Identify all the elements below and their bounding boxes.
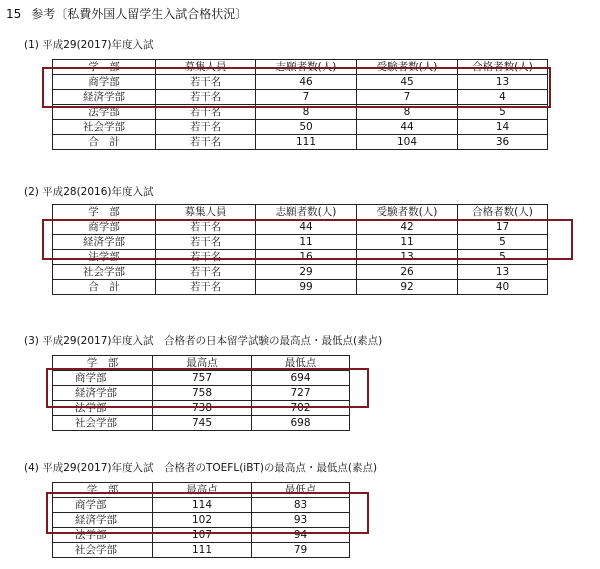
header-highest-score: 最高点: [153, 483, 252, 498]
cell-applicants: 8: [256, 105, 357, 120]
table-row-total: [53, 135, 548, 150]
cell-applicants: 50: [256, 120, 357, 135]
header-passed: 合格者数(人): [458, 205, 548, 220]
cell-highest-score: 114: [153, 498, 252, 513]
cell-examinees: 13: [357, 250, 458, 265]
header-highest-score: 最高点: [153, 356, 252, 371]
table-row: [53, 90, 548, 105]
table-header-row: [53, 60, 548, 75]
cell-applicants: 16: [256, 250, 357, 265]
cell-examinees: 42: [357, 220, 458, 235]
cell-examinees: 7: [357, 90, 458, 105]
table-row: [53, 265, 548, 280]
cell-recruitment: 若干名: [156, 75, 256, 90]
cell-applicants: 111: [256, 135, 357, 150]
cell-recruitment: 若干名: [156, 280, 256, 295]
cell-passed: 5: [458, 235, 548, 250]
table-row: [53, 250, 548, 265]
table-2017-eju-scores: [52, 355, 350, 431]
cell-faculty: 社会学部: [53, 120, 156, 135]
table-row: [53, 498, 350, 513]
table-row: [53, 386, 350, 401]
cell-examinees: 11: [357, 235, 458, 250]
cell-examinees: 26: [357, 265, 458, 280]
header-recruitment: 募集人員: [156, 205, 256, 220]
table-header-row: [53, 483, 350, 498]
page-title: [6, 5, 247, 22]
cell-highest-score: 107: [153, 528, 252, 543]
cell-highest-score: 102: [153, 513, 252, 528]
caption-2016-admission: (2) 平成28(2016)年度入試: [24, 186, 154, 198]
cell-passed: 17: [458, 220, 548, 235]
table-row: [53, 528, 350, 543]
caption-2017-eju-scores: (3) 平成29(2017)年度入試 合格者の日本留学試験の最高点・最低点(素点): [24, 335, 383, 347]
table-row: [53, 416, 350, 431]
cell-faculty: 商学部: [53, 75, 156, 90]
cell-recruitment: 若干名: [156, 90, 256, 105]
cell-examinees: 45: [357, 75, 458, 90]
cell-faculty: 経済学部: [53, 235, 156, 250]
cell-highest-score: 738: [153, 401, 252, 416]
cell-applicants: 7: [256, 90, 357, 105]
table-row-total: [53, 280, 548, 295]
header-lowest-score: 最低点: [252, 356, 350, 371]
header-faculty: 学 部: [53, 356, 153, 371]
table-row: [53, 401, 350, 416]
cell-passed: 13: [458, 265, 548, 280]
header-faculty: 学 部: [53, 60, 156, 75]
header-faculty: 学 部: [53, 205, 156, 220]
table-row: [53, 371, 350, 386]
cell-faculty: 社会学部: [53, 416, 153, 431]
cell-faculty: 合 計: [53, 135, 156, 150]
cell-highest-score: 758: [153, 386, 252, 401]
table-row: [53, 75, 548, 90]
table-row: [53, 235, 548, 250]
cell-recruitment: 若干名: [156, 135, 256, 150]
cell-recruitment: 若干名: [156, 105, 256, 120]
table-header-row: [53, 356, 350, 371]
cell-lowest-score: 727: [252, 386, 350, 401]
cell-faculty: 合 計: [53, 280, 156, 295]
table-2017-toefl-scores: [52, 482, 350, 558]
table-2016-admission: [52, 204, 548, 295]
cell-recruitment: 若干名: [156, 235, 256, 250]
header-recruitment: 募集人員: [156, 60, 256, 75]
cell-passed: 40: [458, 280, 548, 295]
cell-applicants: 99: [256, 280, 357, 295]
cell-faculty: 商学部: [53, 371, 153, 386]
header-passed: 合格者数(人): [458, 60, 548, 75]
cell-examinees: 8: [357, 105, 458, 120]
cell-faculty: 商学部: [53, 220, 156, 235]
cell-highest-score: 757: [153, 371, 252, 386]
caption-2017-admission: (1) 平成29(2017)年度入試: [24, 39, 154, 51]
cell-examinees: 44: [357, 120, 458, 135]
header-lowest-score: 最低点: [252, 483, 350, 498]
cell-applicants: 29: [256, 265, 357, 280]
table-row: [53, 220, 548, 235]
cell-lowest-score: 83: [252, 498, 350, 513]
cell-recruitment: 若干名: [156, 220, 256, 235]
cell-passed: 4: [458, 90, 548, 105]
table-row: [53, 120, 548, 135]
cell-passed: 5: [458, 250, 548, 265]
cell-faculty: 経済学部: [53, 386, 153, 401]
cell-faculty: 社会学部: [53, 265, 156, 280]
cell-recruitment: 若干名: [156, 120, 256, 135]
cell-faculty: 法学部: [53, 250, 156, 265]
table-row: [53, 513, 350, 528]
cell-faculty: 商学部: [53, 498, 153, 513]
cell-applicants: 11: [256, 235, 357, 250]
cell-highest-score: 111: [153, 543, 252, 558]
cell-applicants: 46: [256, 75, 357, 90]
cell-examinees: 92: [357, 280, 458, 295]
cell-passed: 36: [458, 135, 548, 150]
cell-recruitment: 若干名: [156, 265, 256, 280]
header-examinees: 受験者数(人): [357, 205, 458, 220]
cell-faculty: 社会学部: [53, 543, 153, 558]
cell-passed: 5: [458, 105, 548, 120]
header-examinees: 受験者数(人): [357, 60, 458, 75]
cell-applicants: 44: [256, 220, 357, 235]
cell-lowest-score: 94: [252, 528, 350, 543]
cell-faculty: 法学部: [53, 401, 153, 416]
cell-lowest-score: 93: [252, 513, 350, 528]
table-header-row: [53, 205, 548, 220]
cell-faculty: 法学部: [53, 105, 156, 120]
cell-highest-score: 745: [153, 416, 252, 431]
cell-faculty: 経済学部: [53, 90, 156, 105]
table-row: [53, 543, 350, 558]
cell-lowest-score: 79: [252, 543, 350, 558]
cell-passed: 13: [458, 75, 548, 90]
cell-faculty: 経済学部: [53, 513, 153, 528]
cell-examinees: 104: [357, 135, 458, 150]
cell-lowest-score: 702: [252, 401, 350, 416]
cell-faculty: 法学部: [53, 528, 153, 543]
cell-lowest-score: 694: [252, 371, 350, 386]
section-number: 15: [6, 7, 22, 21]
header-applicants: 志願者数(人): [256, 205, 357, 220]
cell-passed: 14: [458, 120, 548, 135]
caption-2017-toefl-scores: (4) 平成29(2017)年度入試 合格者のTOEFL(iBT)の最高点・最低点(素点): [24, 462, 378, 474]
table-row: [53, 105, 548, 120]
table-2017-admission: [52, 59, 548, 150]
header-applicants: 志願者数(人): [256, 60, 357, 75]
section-title: 参考〔私費外国人留学生入試合格状況〕: [31, 7, 248, 21]
cell-lowest-score: 698: [252, 416, 350, 431]
header-faculty: 学 部: [53, 483, 153, 498]
cell-recruitment: 若干名: [156, 250, 256, 265]
